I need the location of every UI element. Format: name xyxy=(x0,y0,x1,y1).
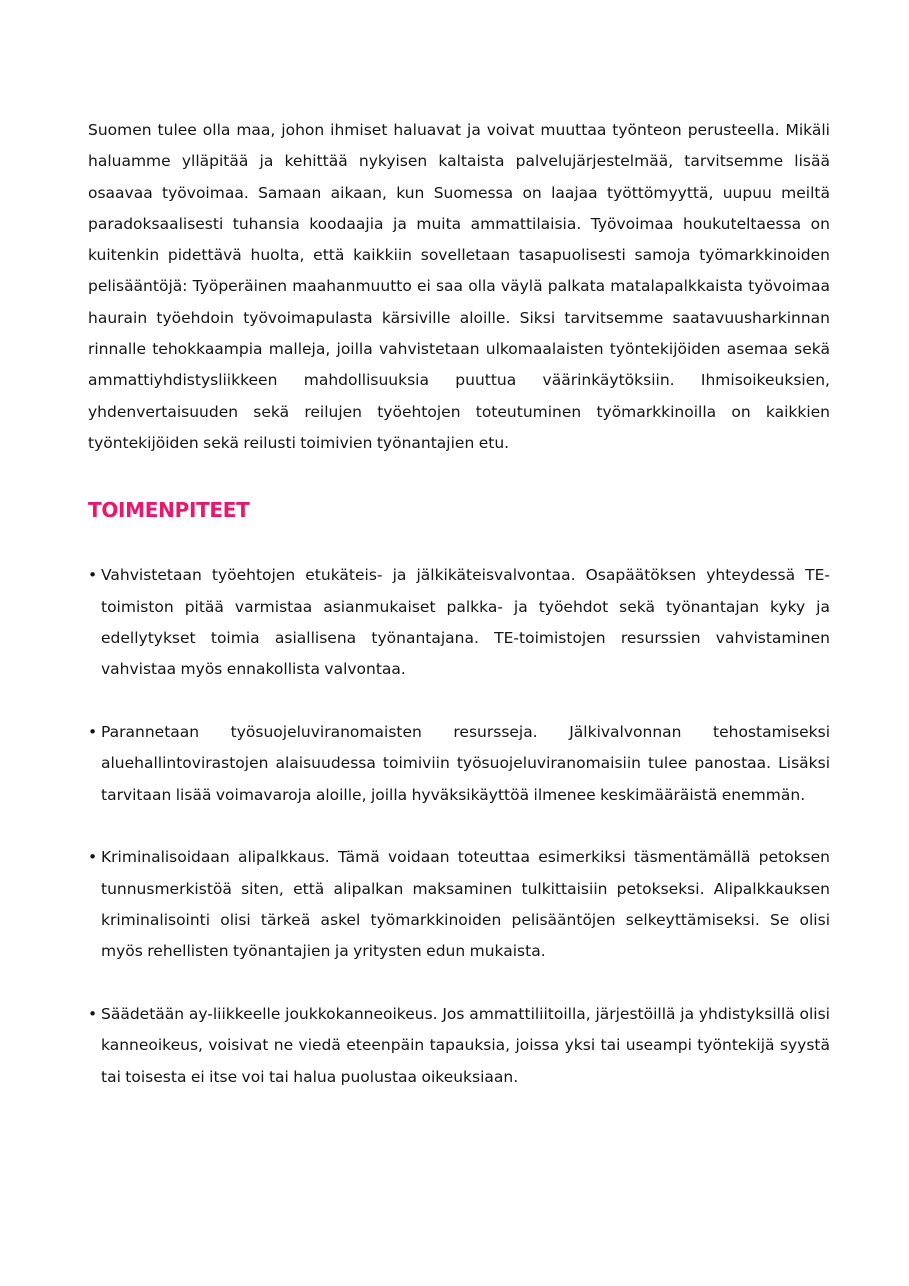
bullet-icon: • xyxy=(88,848,98,867)
measure-text: Kriminalisoidaan alipalkkaus. Tämä voidaan toteuttaa esimerkiksi täsmentämällä petoksen tunnusmerkistöä siten, että alipalkan maksaminen tulkittaisiin petokseksi. Alipalkkauksen kriminalisointi olisi tärkeä askel työmarkkinoiden pelisääntöjen selkeyttämiseksi. Se olisi myös rehellisten työnantajien ja yritysten edun mukaista. xyxy=(101,848,830,961)
measure-item xyxy=(88,560,830,685)
page-content xyxy=(88,115,830,1124)
measure-item xyxy=(88,842,830,967)
bullet-icon: • xyxy=(88,566,98,585)
measures-list xyxy=(88,560,830,1093)
bullet-icon: • xyxy=(88,722,98,741)
measure-item xyxy=(88,999,830,1093)
measure-text: Säädetään ay-liikkeelle joukkokanneoikeus. Jos ammattiliitoilla, järjestöillä ja yhdistyksillä olisi kanneoikeus, voisivat ne viedä eteenpäin tapauksia, joissa yksi tai useampi työntekijä syystä tai toisesta ei itse voi tai halua puolustaa oikeuksiaan. xyxy=(101,1005,830,1086)
intro-paragraph: Suomen tulee olla maa, johon ihmiset haluavat ja voivat muuttaa työnteon perusteella. Mikäli haluamme ylläpitää ja kehittää nykyisen kaltaista palvelujärjestelmää, tarvitsemme lisää osaavaa työvoimaa. Samaan aikaan, kun Suomessa on laajaa työttömyyttä, uupuu meiltä paradoksaalisesti tuhansia koodaajia ja muita ammattilaisia. Työvoimaa houkuteltaessa on kuitenkin pidettävä huolta, että kaikkiin sovelletaan tasapuolisesti samoja työmarkkinoiden pelisääntöjä: Työperäinen maahanmuutto ei saa olla väylä palkata matalapalkkaista työvoimaa haurain työehdoin työvoimapulasta kärsiville aloille. Siksi tarvitsemme saatavuusharkinnan rinnalle tehokkaampia malleja, joilla vahvistetaan ulkomaalaisten työntekijöiden asemaa sekä ammattiyhdistysliikkeen mahdollisuuksia puuttua väärinkäytöksiin. Ihmisoikeuksien, yhdenvertaisuuden sekä reilujen työehtojen toteutuminen työmarkkinoilla on kaikkien työntekijöiden sekä reilusti toimivien työnantajien etu. xyxy=(88,121,830,452)
section-heading: TOIMENPITEET xyxy=(88,498,250,523)
measure-text: Parannetaan työsuojeluviranomaisten resursseja. Jälkivalvonnan tehostamiseksi aluehallintovirastojen alaisuudessa toimiviin työsuojeluviranomaisiin tulee panostaa. Lisäksi tarvitaan lisää voimavaroja aloille, joilla hyväksikäyttöä ilmenee keskimääräistä enemmän. xyxy=(101,722,830,804)
measure-text: Vahvistetaan työehtojen etukäteis- ja jälkikäteisvalvontaa. Osapäätöksen yhteydessä TE-toimiston pitää varmistaa asianmukaiset palkka- ja työehdot sekä työnantajan kyky ja edellytykset toimia asiallisena työnantajana. TE-toimistojen resurssien vahvistaminen vahvistaa myös ennakollista valvontaa. xyxy=(101,566,830,679)
bullet-icon: • xyxy=(88,1005,98,1024)
measure-item xyxy=(88,717,830,811)
